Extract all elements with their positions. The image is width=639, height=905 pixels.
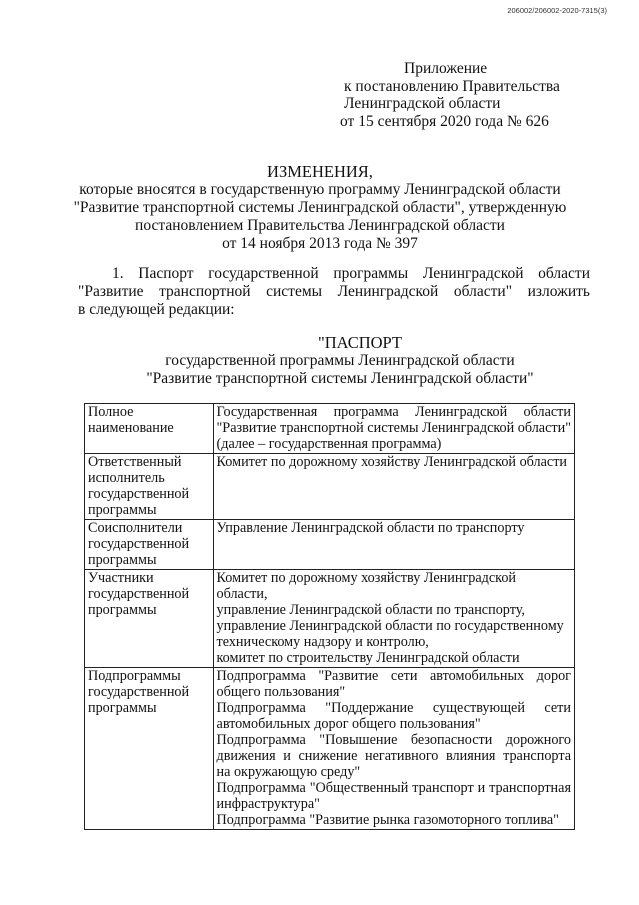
row-value-line: управление Ленинградской области по государственному	[216, 618, 564, 634]
row-value-cell	[213, 570, 574, 668]
row-label-line: программы	[88, 700, 157, 716]
row-value-word: "Поддержание	[325, 700, 414, 716]
paragraph-word: системы	[266, 283, 323, 300]
table-row	[85, 520, 575, 570]
paragraph-word: Ленинградской	[422, 265, 524, 282]
row-value-word: области	[523, 404, 571, 420]
paragraph-word: 1.	[112, 265, 124, 282]
row-value-cell	[213, 454, 574, 520]
passport-line: государственной программы Ленинградской области	[165, 352, 515, 369]
row-value-line: инфраструктура"	[216, 796, 320, 812]
row-value-word: негативного	[365, 748, 439, 764]
changes-line: которые вносятся в государственную программу Ленинградской области	[79, 181, 561, 198]
row-value-word: Государственная	[216, 404, 318, 420]
row-value-word: снижение	[298, 748, 358, 764]
row-label-line: исполнитель	[88, 470, 165, 486]
row-value-word: дорожного	[505, 732, 571, 748]
row-value-word: программа	[333, 404, 399, 420]
changes-line: постановлением Правительства Ленинградской области	[135, 217, 505, 234]
row-value-word: сети	[390, 668, 418, 684]
appendix-block	[338, 60, 560, 130]
row-value-line	[217, 668, 571, 684]
paragraph-word: изложить	[527, 283, 590, 300]
row-label-line: Подпрограммы	[88, 668, 181, 684]
paragraph-line: в следующей редакции:	[78, 301, 235, 318]
row-value-cell	[213, 668, 574, 830]
row-value-word: Подпрограмма	[216, 780, 306, 796]
row-value-line: области,	[216, 586, 268, 602]
row-label-line: Ответственный	[88, 454, 182, 470]
row-value-word: "Развитие	[318, 668, 379, 684]
paragraph-line	[78, 283, 590, 301]
row-label-line: программы	[88, 502, 157, 518]
row-label-line: программы	[88, 602, 157, 618]
row-value-word: транспорта	[503, 748, 571, 764]
row-value-word: Ленинградской	[415, 404, 508, 420]
changes-line: от 14 ноября 2013 года № 397	[222, 235, 418, 252]
table-row	[85, 668, 575, 830]
row-value-line: "Развитие транспортной системы Ленинградской области"	[216, 420, 571, 436]
paragraph-word: области	[538, 265, 590, 282]
paragraph-word: Паспорт	[138, 265, 194, 282]
appendix-line: Ленинградской области	[344, 95, 501, 112]
row-label-cell	[85, 454, 214, 520]
document-id: 206002/206002-2020-7315(3)	[507, 6, 607, 15]
paragraph-word: области"	[453, 283, 513, 300]
row-value-cell	[213, 404, 574, 454]
row-value-line: управление Ленинградской области по транспорту,	[216, 602, 525, 618]
row-value-word: и	[477, 780, 486, 796]
paragraph-line	[78, 265, 590, 283]
row-value-word: транспортная	[489, 780, 571, 796]
passport-heading	[110, 334, 570, 388]
changes-heading	[60, 163, 580, 253]
row-label-line: государственной	[88, 486, 190, 502]
row-value-word: Подпрограмма	[216, 668, 306, 684]
passport-table	[84, 403, 575, 830]
row-label-line: государственной	[88, 536, 190, 552]
appendix-line: Приложение	[404, 60, 488, 77]
row-label-cell	[85, 520, 214, 570]
row-label-cell	[85, 404, 214, 454]
row-value-line	[217, 780, 571, 796]
row-value-word: и	[283, 748, 291, 764]
row-value-word: движения	[216, 748, 276, 764]
paragraph-word: программы	[333, 265, 409, 282]
row-value-line: Подпрограмма "Развитие рынка газомоторного топлива"	[216, 812, 559, 828]
changes-line: "Развитие транспортной системы Ленинградской области", утвержденную	[73, 199, 567, 216]
row-value-word: дорог	[536, 668, 571, 684]
row-label-line: государственной	[88, 684, 190, 700]
row-value-line: Комитет по дорожному хозяйству Ленинградской области	[216, 454, 568, 470]
row-value-word: влияния	[446, 748, 496, 764]
changes-title: ИЗМЕНЕНИЯ,	[267, 162, 373, 181]
row-value-line: комитет по строительству Ленинградской области	[216, 650, 520, 666]
appendix-line: от 15 сентября 2020 года № 626	[340, 112, 549, 130]
row-label-line: Участники	[88, 570, 154, 586]
row-value-line: автомобильных дорог общего пользования"	[216, 716, 481, 732]
appendix-line: к постановлению Правительства	[344, 77, 560, 95]
row-value-line: (далее – государственная программа)	[216, 436, 442, 452]
row-value-line: Управление Ленинградской области по транспорту	[216, 520, 525, 536]
passport-line: "Развитие транспортной системы Ленинградской области"	[146, 370, 534, 387]
paragraph-1	[78, 265, 590, 319]
row-value-line: общего пользования"	[216, 684, 346, 700]
table-row	[85, 570, 575, 668]
row-label-cell	[85, 668, 214, 830]
row-value-line	[217, 732, 571, 748]
row-label-line: государственной	[88, 586, 190, 602]
row-value-word: "Повышение	[319, 732, 398, 748]
row-label-cell	[85, 570, 214, 668]
row-value-word: существующей	[432, 700, 525, 716]
row-value-line: на окружающую среду"	[216, 764, 361, 780]
paragraph-word: Ленинградской	[337, 283, 439, 300]
paragraph-word: государственной	[208, 265, 319, 282]
row-value-word: Подпрограмма	[216, 700, 306, 716]
row-value-line	[217, 700, 571, 716]
table-row	[85, 404, 575, 454]
row-value-word: Подпрограмма	[216, 732, 306, 748]
table-row	[85, 454, 575, 520]
paragraph-word: "Развитие	[78, 283, 144, 300]
row-label-line: Полное	[88, 404, 134, 420]
row-value-cell	[213, 520, 574, 570]
row-value-line: Комитет по дорожному хозяйству Ленинградской	[216, 570, 517, 586]
row-value-line: техническому надзору и контролю,	[216, 634, 429, 650]
passport-title: "ПАСПОРТ	[317, 333, 403, 352]
row-value-word: автомобильных	[429, 668, 525, 684]
row-label-line: наименование	[88, 420, 174, 436]
paragraph-word: транспортной	[159, 283, 251, 300]
row-value-word: безопасности	[410, 732, 493, 748]
row-label-line: программы	[88, 552, 157, 568]
row-label-line: Соисполнители	[88, 520, 183, 536]
row-value-word: сети	[544, 700, 571, 716]
row-value-word: транспорт	[412, 780, 474, 796]
row-value-line	[217, 404, 571, 420]
row-value-line	[217, 748, 571, 764]
row-value-word: "Общественный	[309, 780, 409, 796]
